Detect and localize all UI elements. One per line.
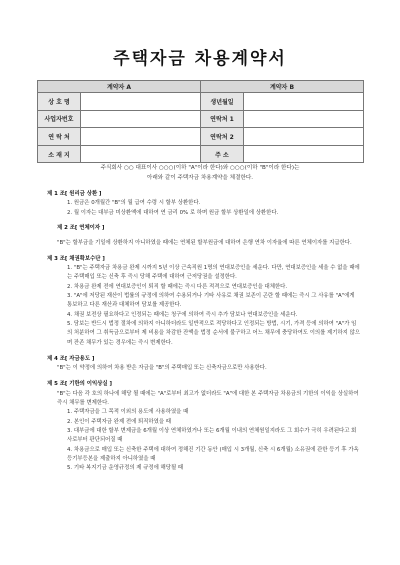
- company-name-value[interactable]: [81, 93, 201, 111]
- info-row: [38, 145, 364, 163]
- article-4: [47, 355, 361, 374]
- location-value[interactable]: [81, 145, 201, 163]
- list-item: 3. 대부금에 대한 할부 변제금을 6개월 이상 연체하였거나 또는 6개월 이내의 연체원일지라도 그 회수가 극히 우려된다고 회사로부터 판단되어질 때: [67, 427, 357, 444]
- article-3-items: [47, 264, 361, 348]
- article-2-text: "B"는 할부금을 기일에 상환하지 아니하였을 때에는 연체된 할부원금에 대하여 은행 연차 이자율에 따른 연체이자를 지급한다.: [57, 239, 352, 246]
- article-1-title: 제 1 조[ 원리금 상환 ]: [47, 191, 102, 197]
- intro-line-2: 아래와 같이 주택자금 차용계약을 체결한다.: [146, 175, 254, 181]
- article-2: [57, 224, 361, 248]
- list-item: 1. "B"는 주택자금 차용금 완제 시까지 5년 이상 근속직원 1명의 연대보증인을 세운다. 다만, 연대보증인을 세울 수 없을 때에는 주택매입 또는 신축 후 즉시 당해 주택에 대하여 근저당권을 설정한다.: [67, 265, 360, 281]
- list-item: 4. 채권 보전상 필요하다고 인정되는 때에는 청구에 의하여 즉시 추가 담보나 연대보증인을 세운다.: [67, 311, 298, 318]
- document-title: 주택자금 차용계약서: [113, 49, 287, 69]
- address-label: 주 소: [201, 145, 244, 163]
- business-number-value[interactable]: [81, 110, 201, 128]
- company-contact-value[interactable]: [81, 128, 201, 146]
- contract-articles: [47, 190, 361, 480]
- contact2-label: 연락처 2: [201, 128, 244, 146]
- birthdate-value[interactable]: [244, 93, 364, 111]
- list-item: 2. 차용금 완제 전에 연대보증인이 퇴직 할 때에는 즉시 다른 적격으로 연대보증인을 대체한다.: [67, 283, 288, 290]
- contract-intro: [0, 163, 400, 183]
- party-info-table: [37, 80, 364, 163]
- article-1-items: [47, 199, 361, 218]
- party-a-header: 계약자 A: [38, 81, 201, 93]
- list-item: 2. 월 이자는 대부금 미상환액에 대하여 연 금리 0% 로 하며 원금 할부 상환일에 상환한다.: [67, 209, 279, 216]
- article-4-title: 제 4 조[ 자금용도 ]: [47, 355, 95, 362]
- article-5-title: 제 5 조[ 기한의 이익상실 ]: [47, 381, 112, 388]
- party-header-row: [38, 81, 364, 93]
- business-number-label: 사업자번호: [38, 110, 81, 128]
- list-item: 1. 주택자금을 그 목적 이외의 용도에 사용하였을 때: [67, 409, 189, 416]
- address-value[interactable]: [244, 145, 364, 163]
- list-item: 5. 담보는 반드시 법정 절차에 의하지 아니하더라도 일반적으로 적당하다고 인정되는 방법, 시기, 가격 등에 의하여 "A"가 임의 처분하여 그 취득금으로부터 제 비용을 차감한 잔액을 법정 순서에 불구하고 어느 채무에 충당하여도 이의를 제기하지 않으며 잔존 채무가 있는 경우에는 즉시 변제한다.: [67, 320, 360, 346]
- info-row: [38, 93, 364, 111]
- article-1: [47, 190, 361, 248]
- list-item: 2. 본인이 주택자금 완제 전에 퇴직하였을 때: [67, 418, 171, 425]
- article-5: [47, 380, 361, 473]
- list-item: 3. "A"에 저당된 재산이 법률의 규정에 의하여 수용되거나 기타 사유로 채권 보존이 곤란 할 때에는 즉시 그 사유를 "A"에게 통보하고 다른 재산과 대체하여 담보를 제공한다.: [67, 293, 355, 309]
- list-item: 4. 차용금으로 매입 또는 신축한 주택에 대하여 정해진 기간 동안 (매입 시 3개월, 신축 시 6개월) 소유권에 관한 등기 후 가옥 등기부등본을 제출하지 아니하였을 때: [67, 446, 359, 462]
- contact2-value[interactable]: [244, 128, 364, 146]
- contact1-value[interactable]: [244, 110, 364, 128]
- article-5-text: "B"는 다음 각 호의 하나에 해당 될 때에는 "A"로부터 최고가 없더라도 "A"에 대한 본 주택자금 차용금의 기한의 이익을 상실하여 즉시 채무를 변제한다.: [57, 390, 359, 407]
- info-row: [38, 128, 364, 146]
- intro-line-1: 주식회사 ○○ 대표이사 ○○○(이하 "A"이라 한다)와 ○○○(이하 "B"이라 한다)는: [100, 165, 300, 171]
- info-row: [38, 110, 364, 128]
- article-3: [47, 255, 361, 348]
- list-item: 5. 기타 복지기금 운영규정의 제 규정에 해당될 때: [67, 465, 184, 472]
- birthdate-label: 생년월일: [201, 93, 244, 111]
- list-item: 1. 원금은 0개월간 "B"의 월 급여 수령 시 할부 상환한다.: [67, 200, 201, 207]
- article-2-title: 제 2 조[ 연체이자 ]: [57, 224, 105, 231]
- party-b-header: 계약자 B: [201, 81, 364, 93]
- article-3-title: 제 3 조[ 채권확보수단 ]: [47, 255, 105, 262]
- company-contact-label: 연 락 처: [38, 128, 81, 146]
- company-name-label: 상 호 명: [38, 93, 81, 111]
- article-5-items: [47, 408, 361, 473]
- article-4-text: "B"는 이 약정에 의하여 차용 받은 자금을 "B"의 주택매입 또는 신축자금으로만 사용한다.: [57, 365, 267, 372]
- contact1-label: 연락처 1: [201, 110, 244, 128]
- location-label: 소 재 지: [38, 145, 81, 163]
